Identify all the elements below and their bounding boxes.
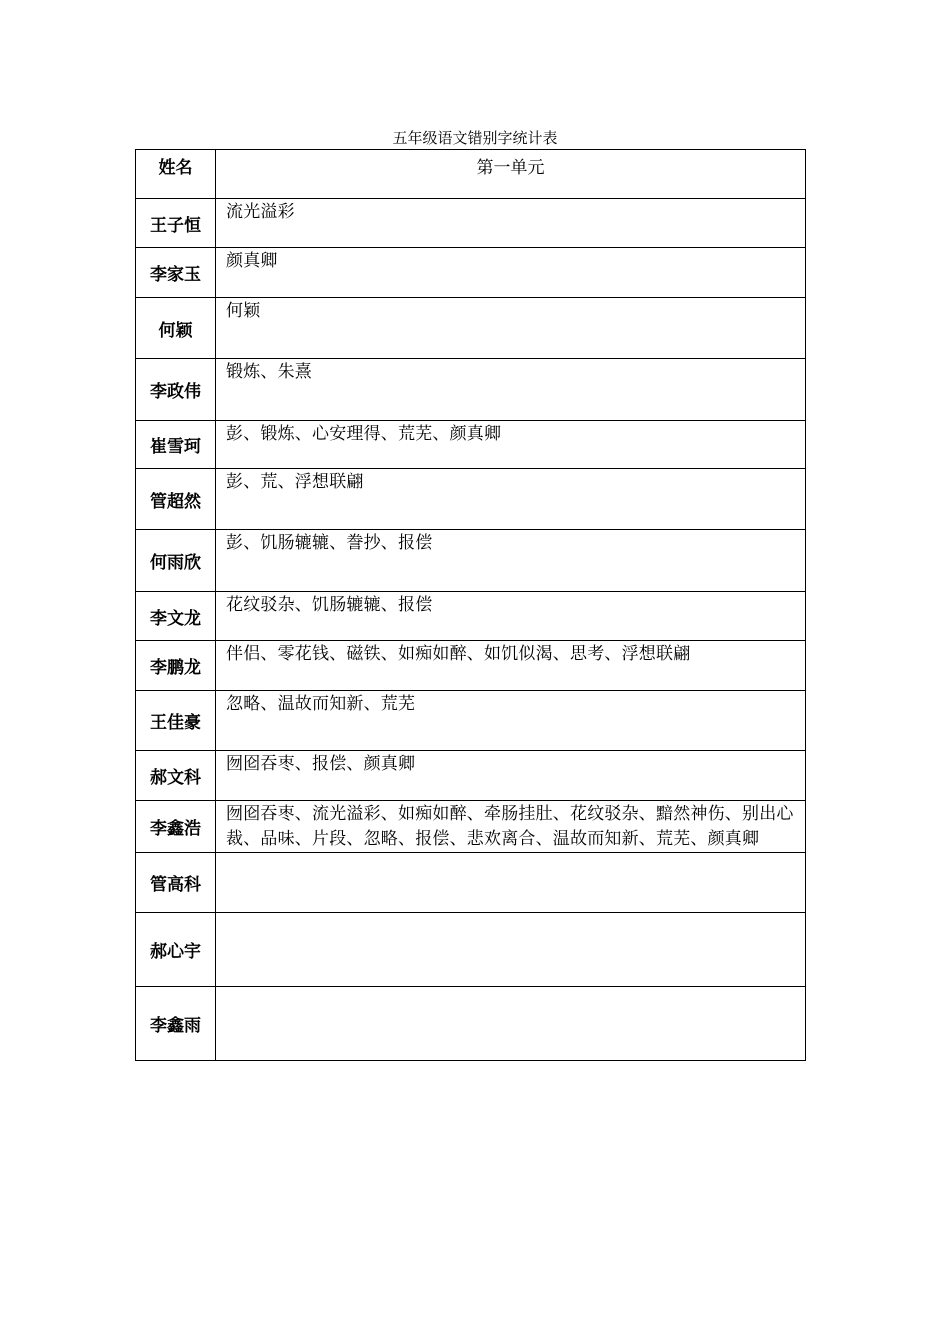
table-row <box>136 592 806 641</box>
table-row <box>136 641 806 691</box>
error-words: 流光溢彩 <box>216 199 806 248</box>
table-row <box>136 469 806 530</box>
table-row <box>136 248 806 298</box>
table-row <box>136 801 806 853</box>
error-words: 彭、荒、浮想联翩 <box>216 469 806 530</box>
student-name: 郝心宇 <box>136 913 216 987</box>
error-words: 囫囵吞枣、流光溢彩、如痴如醉、牵肠挂肚、花纹驳杂、黯然神伤、别出心裁、品味、片段、忽略、报偿、悲欢离合、温故而知新、荒芜、颜真卿 <box>216 801 806 853</box>
error-words: 锻炼、朱熹 <box>216 359 806 421</box>
error-words: 花纹驳杂、饥肠辘辘、报偿 <box>216 592 806 641</box>
table-row <box>136 853 806 913</box>
student-name: 管高科 <box>136 853 216 913</box>
error-words: 伴侣、零花钱、磁铁、如痴如醉、如饥似渴、思考、浮想联翩 <box>216 641 806 691</box>
error-words: 囫囵吞枣、报偿、颜真卿 <box>216 751 806 801</box>
error-words: 彭、饥肠辘辘、誊抄、报偿 <box>216 530 806 592</box>
table-row <box>136 421 806 469</box>
student-name: 管超然 <box>136 469 216 530</box>
student-name: 李政伟 <box>136 359 216 421</box>
student-name: 李鹏龙 <box>136 641 216 691</box>
error-words: 颜真卿 <box>216 248 806 298</box>
table-row <box>136 298 806 359</box>
error-words: 彭、锻炼、心安理得、荒芜、颜真卿 <box>216 421 806 469</box>
table-header-row <box>136 150 806 199</box>
error-words <box>216 853 806 913</box>
document-title: 五年级语文错别字统计表 <box>392 129 558 147</box>
table-row <box>136 913 806 987</box>
error-words: 何颖 <box>216 298 806 359</box>
student-name: 李文龙 <box>136 592 216 641</box>
student-name: 李家玉 <box>136 248 216 298</box>
error-words: 忽略、温故而知新、荒芜 <box>216 691 806 751</box>
student-name: 崔雪珂 <box>136 421 216 469</box>
table-row <box>136 359 806 421</box>
table-row <box>136 530 806 592</box>
error-words <box>216 987 806 1061</box>
student-name: 王子恒 <box>136 199 216 248</box>
student-name: 何颖 <box>136 298 216 359</box>
student-name: 王佳豪 <box>136 691 216 751</box>
error-statistics-table <box>135 149 806 1061</box>
table-row <box>136 987 806 1061</box>
name-column-header: 姓名 <box>136 150 216 199</box>
table-row <box>136 199 806 248</box>
student-name: 郝文科 <box>136 751 216 801</box>
table-row <box>136 691 806 751</box>
student-name: 何雨欣 <box>136 530 216 592</box>
error-words <box>216 913 806 987</box>
unit-column-header: 第一单元 <box>216 150 806 199</box>
student-name: 李鑫浩 <box>136 801 216 853</box>
table-row <box>136 751 806 801</box>
student-name: 李鑫雨 <box>136 987 216 1061</box>
